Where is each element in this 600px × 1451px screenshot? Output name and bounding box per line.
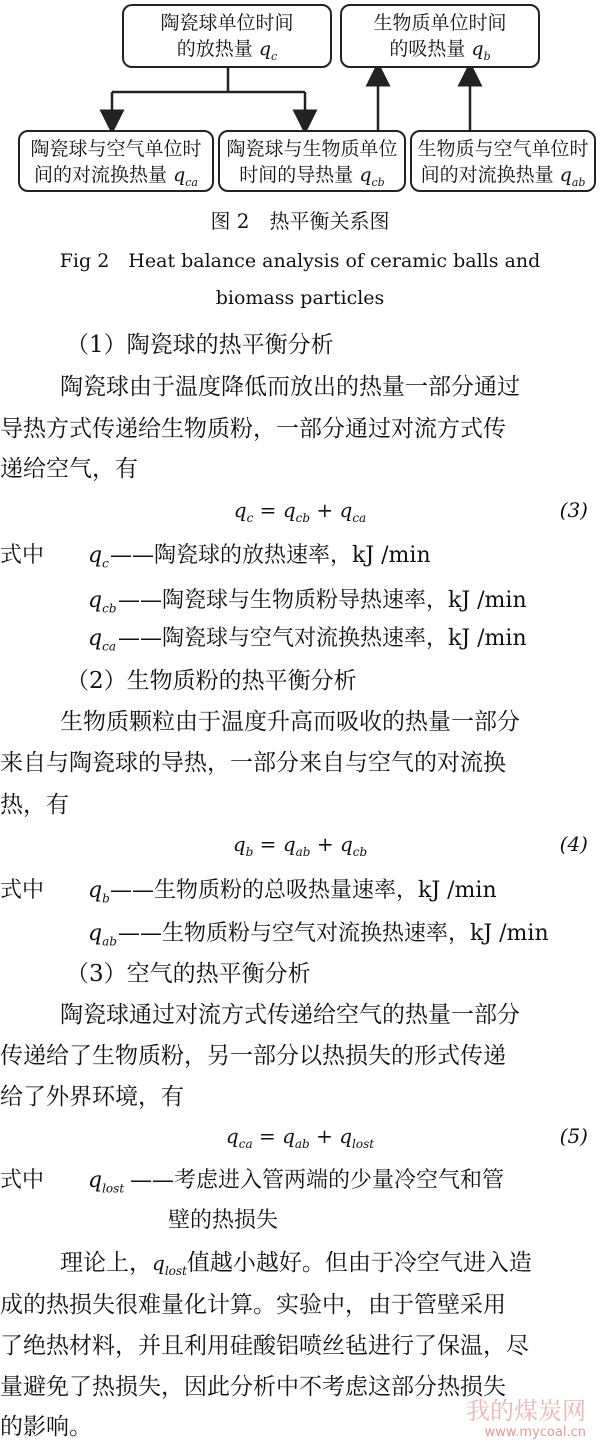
equation-number: (3) (559, 498, 588, 522)
section-heading: （2）生物质粉的热平衡分析 (66, 668, 357, 694)
symbol: q (258, 38, 272, 60)
paragraph-line: 递给空气，有 (0, 456, 138, 482)
box-text: 的放热量 (176, 38, 253, 60)
box-text: 生物质与空气单位时 (417, 138, 589, 160)
equation-number: (4) (559, 832, 588, 856)
paragraph-line: 热，有 (0, 792, 69, 818)
definition-text: ——陶瓷球与生物质粉导热速率，kJ /min (118, 588, 527, 613)
caption-en-line: biomass particles (215, 287, 385, 309)
paragraph-line: 陶瓷球由于温度降低而放出的热量一部分通过 (60, 374, 520, 400)
section-heading: （3）空气的热平衡分析 (66, 961, 311, 987)
definition-text: ——生物质粉与空气对流换热速率，kJ /min (118, 921, 549, 946)
equation-number: (5) (559, 1124, 588, 1148)
definition-label: 式中 (0, 878, 45, 903)
equation-3: $q_c = q_{cb} + q_{ca}$ (3) (233, 498, 588, 525)
box-text: 陶瓷球单位时间 (160, 12, 294, 34)
watermark-url: www.mycoal.cn (484, 1425, 586, 1440)
symbol-sub: c (271, 49, 278, 63)
box-ceramic-air-convection (18, 130, 214, 192)
box-text: 陶瓷球与空气单位时 (30, 138, 202, 160)
box-text: 生物质单位时间 (373, 12, 507, 34)
definition-text: ——陶瓷球的放热速率，kJ /min (110, 543, 431, 568)
paragraph-line: 了绝热材料，并且利用硅酸铝喷丝毡进行了保温，尽 (0, 1333, 529, 1359)
symbol-sub: b (483, 49, 491, 63)
box-biomass-heat-absorb (340, 4, 540, 68)
definition-label: 式中 (0, 1168, 45, 1193)
paragraph-line: 给了外界环境，有 (0, 1084, 184, 1110)
paragraph-line: 理论上，$q_{lost}$值越小越好。但由于冷空气进入造 (60, 1250, 532, 1278)
figure-caption-cn: 图 2 热平衡关系图 (210, 209, 390, 233)
figure-caption-en (20, 243, 580, 317)
symbol: q (173, 164, 186, 186)
box-text: 的吸热量 (389, 38, 466, 60)
definition-label: 式中 (0, 543, 45, 568)
paragraph-line: 的影响。 (0, 1414, 92, 1440)
paragraph-line: 导热方式传递给生物质粉，一部分通过对流方式传 (0, 416, 506, 442)
symbol: q (359, 164, 372, 186)
symbol-sub: cb (371, 175, 385, 189)
paragraph-line: 陶瓷球通过对流方式传递给空气的热量一部分 (60, 1002, 520, 1028)
box-ceramic-heat-release (122, 4, 332, 68)
definition-text: 壁的热损失 (168, 1208, 279, 1233)
equation-5: $q_{ca} = q_{ab} + q_{lost}$ (5) (225, 1124, 588, 1151)
paragraph-line: 生物质颗粒由于温度升高而吸收的热量一部分 (60, 709, 520, 735)
symbol-sub: ca (185, 175, 198, 189)
box-text: 间的对流换热量 (420, 164, 554, 186)
text-span: 理论上， (60, 1250, 152, 1276)
watermark-name: 我的煤炭网 (466, 1397, 586, 1425)
definition-text: ——考虑进入管两端的少量冷空气和管 (130, 1168, 505, 1193)
symbol: q (471, 38, 484, 60)
box-text: 陶瓷球与生物质单位 (226, 138, 398, 160)
box-text: 时间的导热量 (239, 164, 354, 186)
definition-text: ——生物质粉的总吸热量速率，kJ /min (110, 878, 497, 903)
symbol-sub: ab (571, 175, 586, 189)
paragraph-line: 来自与陶瓷球的导热，一部分来自与空气的对流换 (0, 750, 506, 776)
box-biomass-air-convection (410, 130, 596, 192)
symbol: q (559, 164, 572, 186)
watermark (466, 1397, 586, 1444)
section-heading: （1）陶瓷球的热平衡分析 (66, 332, 334, 358)
box-ceramic-biomass-conduction (218, 130, 406, 192)
text-span: 值越小越好。但由于冷空气进入造 (186, 1250, 532, 1276)
equation-4: $q_b = q_{ab} + q_{cb}$ (4) (232, 832, 588, 859)
box-text: 间的对流换热量 (34, 164, 168, 186)
paragraph-line: 量避免了热损失，因此分析中不考虑这部分热损失 (0, 1374, 506, 1400)
caption-en-line: Fig 2 Heat balance analysis of ceramic balls and (59, 250, 541, 272)
definition-text: ——陶瓷球与空气对流换热速率，kJ /min (118, 626, 527, 651)
paragraph-line: 传递给了生物质粉，另一部分以热损失的形式传递 (0, 1043, 506, 1069)
paragraph-line: 成的热损失很难量化计算。实验中，由于管壁采用 (0, 1292, 506, 1318)
